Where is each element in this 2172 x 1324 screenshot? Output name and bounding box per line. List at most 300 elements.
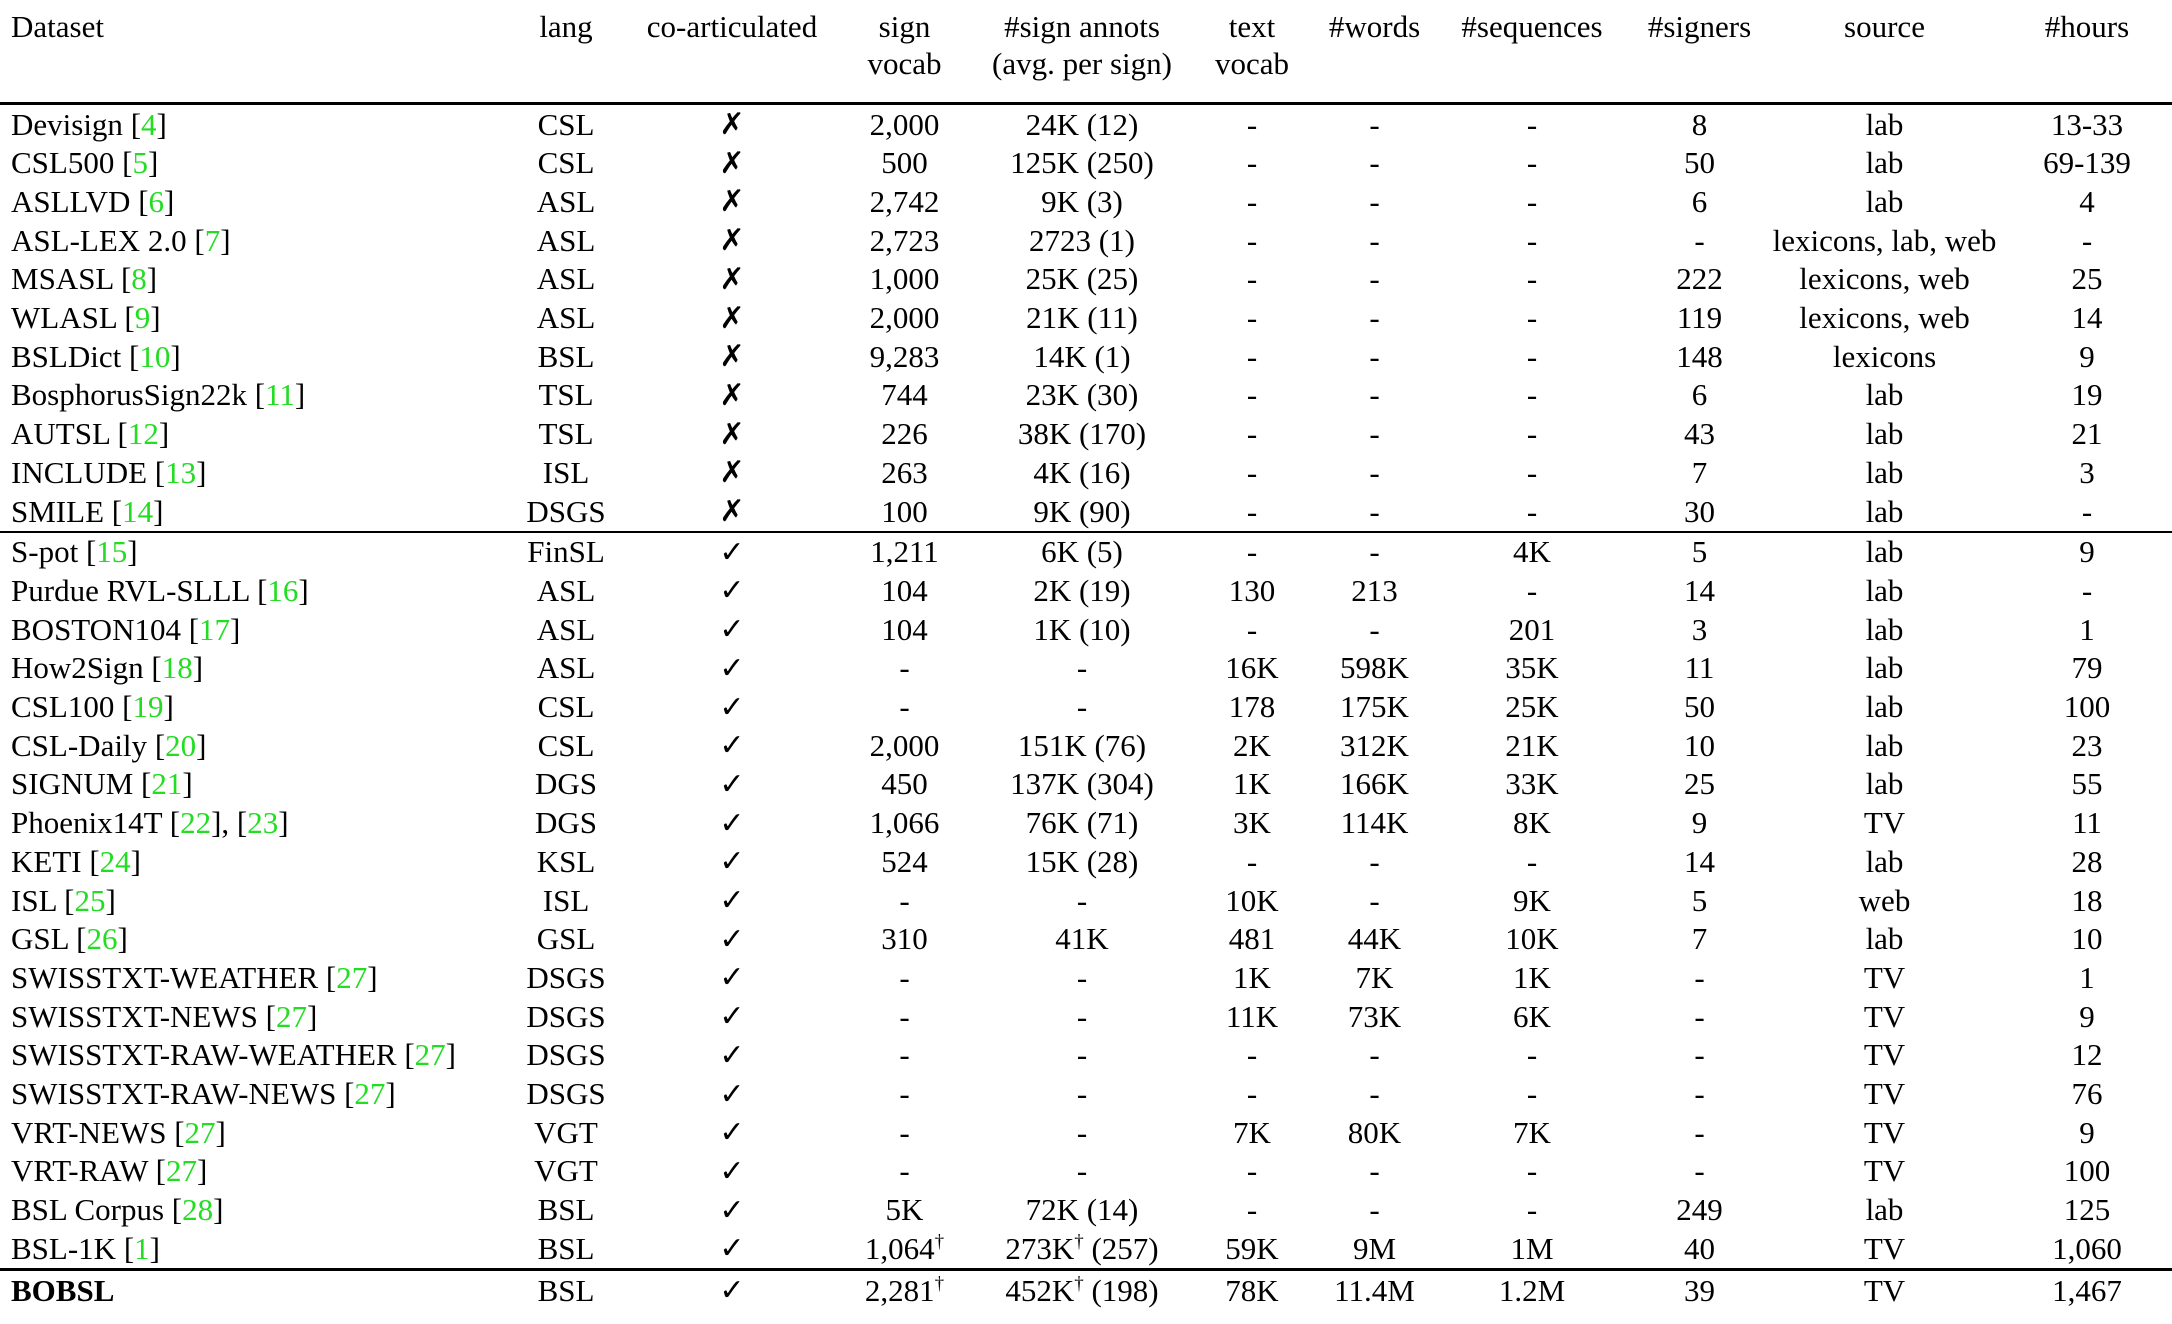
dataset-name: SWISSTXT-NEWS [11, 998, 258, 1034]
hours-cell [2002, 337, 2172, 376]
source-cell [1767, 415, 2002, 454]
signers-cell-value: 148 [1676, 338, 1723, 374]
text-vocab-cell-value: 130 [1228, 572, 1276, 608]
text-vocab-cell-value: - [1246, 338, 1258, 374]
dataset-name: Devisign [11, 106, 123, 142]
sign-vocab-cell [832, 221, 977, 260]
sequences-cell-value: 7K [1513, 1114, 1551, 1150]
source-cell-value: lab [1865, 689, 1904, 725]
column-header-line1: text [1228, 9, 1276, 44]
co-articulated-cell [632, 104, 832, 144]
table-row [0, 842, 2172, 881]
signers-cell [1632, 997, 1767, 1036]
lang-cell [500, 842, 632, 881]
words-cell-value: - [1369, 1153, 1380, 1189]
sequences-cell-value: 21K [1505, 727, 1559, 763]
hours-cell [2002, 649, 2172, 688]
text-vocab-cell [1187, 1229, 1317, 1269]
hours-cell-value: 19 [2071, 377, 2103, 413]
lang-cell [500, 1229, 632, 1269]
co-articulated-cell [632, 1191, 832, 1230]
co-articulated-cell [632, 726, 832, 765]
sign-annots-cell-value: - [1076, 998, 1088, 1034]
table-row [0, 492, 2172, 532]
hours-cell [2002, 997, 2172, 1036]
sign-annots-cell-value: - [1076, 650, 1088, 686]
sequences-cell-value: - [1526, 338, 1538, 374]
signers-cell-value: - [1694, 1076, 1705, 1112]
signers-cell [1632, 376, 1767, 415]
table-row [0, 571, 2172, 610]
sequences-cell-value: 1.2M [1498, 1272, 1566, 1308]
citation-link[interactable]: 24 [99, 843, 131, 879]
citation-link[interactable]: 27 [184, 1114, 216, 1150]
table-body [0, 104, 2172, 1310]
source-cell [1767, 144, 2002, 183]
signers-cell-value: 222 [1676, 261, 1723, 297]
hours-cell [2002, 492, 2172, 532]
citation-link[interactable]: 7 [204, 222, 221, 258]
source-cell [1767, 337, 2002, 376]
text-vocab-cell-value: 10K [1225, 882, 1279, 918]
check-mark-icon: ✓ [719, 1153, 745, 1189]
text-vocab-cell-value: - [1246, 493, 1258, 529]
sign-vocab-cell [832, 104, 977, 144]
column-header-line2: vocab [1214, 46, 1290, 81]
cross-mark-icon: ✗ [719, 300, 745, 336]
sign-annots-cell-value: 72K (14) [1025, 1192, 1139, 1228]
sign-vocab-cell-value: 2,000 [869, 727, 940, 763]
sign-vocab-cell [832, 492, 977, 532]
table-row [0, 104, 2172, 144]
column-header [632, 0, 832, 104]
sign-annots-cell-value: 6K (5) [1041, 534, 1123, 570]
sign-annots-cell-value: 15K (28) [1025, 843, 1139, 879]
sign-vocab-cell-value: 263 [881, 454, 928, 490]
dataset-name: How2Sign [11, 650, 144, 686]
words-cell-value: 166K [1340, 766, 1409, 802]
column-header-line1: #sign annots [1004, 9, 1160, 44]
check-mark-icon: ✓ [719, 1273, 745, 1309]
check-mark-icon: ✓ [719, 960, 745, 996]
citation-link[interactable]: 12 [127, 416, 159, 452]
source-cell [1767, 958, 2002, 997]
hours-cell [2002, 182, 2172, 221]
citation-link[interactable]: 5 [132, 145, 148, 181]
sign-vocab-cell [832, 1075, 977, 1114]
co-articulated-cell [632, 532, 832, 572]
lang-cell-value: ASL [536, 611, 596, 647]
citation-link[interactable]: 23 [247, 805, 279, 841]
sequences-cell [1432, 182, 1632, 221]
sequences-cell-value: 1M [1510, 1230, 1554, 1266]
lang-cell-value: ASL [536, 572, 596, 608]
citation-link[interactable]: 19 [132, 689, 164, 725]
signers-cell [1632, 842, 1767, 881]
hours-cell-value: 100 [2063, 689, 2111, 725]
sign-annots-cell-value: 1K (10) [1033, 611, 1131, 647]
words-cell [1317, 726, 1432, 765]
text-vocab-cell [1187, 881, 1317, 920]
sign-annots-cell [977, 492, 1187, 532]
column-header-line2 [11, 45, 500, 82]
citation-link[interactable]: 27 [414, 1037, 446, 1073]
words-cell [1317, 492, 1432, 532]
words-cell-value: - [1369, 377, 1380, 413]
dataset-name: WLASL [11, 300, 117, 336]
citation-link[interactable]: 26 [86, 921, 118, 957]
citation-link[interactable]: 6 [148, 183, 165, 219]
source-cell [1767, 881, 2002, 920]
source-cell-value: lab [1865, 106, 1904, 142]
co-articulated-cell [632, 415, 832, 454]
sign-annots-cell [977, 104, 1187, 144]
hours-cell-value: - [2081, 572, 2093, 608]
table-row [0, 610, 2172, 649]
sign-annots-cell [977, 299, 1187, 338]
words-cell [1317, 1191, 1432, 1230]
sign-annots-cell-value: 21K (11) [1026, 300, 1138, 336]
sign-vocab-cell-value: - [899, 1114, 910, 1150]
text-vocab-cell [1187, 1113, 1317, 1152]
citation-link[interactable]: 25 [74, 882, 106, 918]
check-mark-icon: ✓ [719, 1115, 745, 1151]
lang-cell-value: GSL [536, 921, 596, 957]
signers-cell-value: 30 [1684, 493, 1715, 529]
dataset-name: VRT-RAW [11, 1153, 148, 1189]
lang-cell-value: CSL [537, 727, 595, 763]
column-header-line1: source [1844, 9, 1925, 44]
citation-link[interactable]: 8 [131, 261, 147, 297]
sign-vocab-cell [832, 299, 977, 338]
dataset-name-cell: CSL100 [19] [11, 689, 174, 725]
lang-cell-value: ASL [536, 650, 596, 686]
co-articulated-cell [632, 492, 832, 532]
sign-annots-cell [977, 415, 1187, 454]
hours-cell [2002, 881, 2172, 920]
sign-vocab-cell-value: 500 [881, 145, 928, 181]
sign-vocab-cell-value: 5K [885, 1192, 924, 1228]
sequences-cell [1432, 1270, 1632, 1310]
citation-link[interactable]: 27 [336, 959, 368, 995]
sign-vocab-cell [832, 881, 977, 920]
source-cell-value: lexicons, web [1799, 300, 1970, 336]
source-cell [1767, 842, 2002, 881]
sign-annots-cell-value: - [1076, 689, 1088, 725]
table-row [0, 920, 2172, 959]
lang-cell [500, 337, 632, 376]
citation-link[interactable]: 17 [199, 611, 231, 647]
sign-vocab-cell-value: - [899, 1076, 910, 1112]
dataset-name: AUTSL [11, 416, 110, 452]
column-header-line2 [2002, 45, 2172, 82]
citation-link[interactable]: 27 [354, 1076, 386, 1112]
co-articulated-cell [632, 453, 832, 492]
text-vocab-cell [1187, 842, 1317, 881]
sign-annots-cell [977, 453, 1187, 492]
source-cell-value: lab [1865, 650, 1904, 686]
source-cell-value: TV [1863, 805, 1906, 841]
lang-cell [500, 1270, 632, 1310]
words-cell-value: - [1369, 611, 1380, 647]
sequences-cell-value: 1K [1513, 959, 1551, 995]
sign-vocab-cell-value: - [899, 998, 910, 1034]
hours-cell [2002, 453, 2172, 492]
lang-cell [500, 881, 632, 920]
source-cell-value: lab [1865, 454, 1904, 490]
citation-link[interactable]: 4 [141, 106, 157, 142]
signers-cell-value: 5 [1691, 534, 1708, 570]
sign-annots-cell-value: 137K (304) [1010, 766, 1154, 802]
signers-cell [1632, 1229, 1767, 1269]
column-header [1767, 0, 2002, 104]
source-cell-value: lab [1865, 416, 1904, 452]
hours-cell-value: 1,060 [2052, 1230, 2122, 1266]
check-mark-icon: ✓ [719, 921, 745, 957]
words-cell [1317, 765, 1432, 804]
sequences-cell-value: - [1526, 843, 1538, 879]
lang-cell-value: CSL [537, 145, 595, 181]
citation-link[interactable]: 21 [151, 766, 183, 802]
words-cell-value: - [1369, 843, 1380, 879]
citation-link[interactable]: 22 [180, 805, 212, 841]
sign-annots-cell-value: - [1076, 882, 1088, 918]
table-row [0, 804, 2172, 843]
words-cell [1317, 260, 1432, 299]
text-vocab-cell [1187, 532, 1317, 572]
lang-cell-value: DSGS [526, 1037, 606, 1073]
co-articulated-cell [632, 1036, 832, 1075]
hours-cell [2002, 1270, 2172, 1310]
signers-cell [1632, 688, 1767, 727]
table-row [0, 1270, 2172, 1310]
source-cell-value: lab [1865, 843, 1904, 879]
words-cell [1317, 881, 1432, 920]
sequences-cell [1432, 1075, 1632, 1114]
text-vocab-cell [1187, 1270, 1317, 1310]
citation-link[interactable]: 14 [122, 493, 154, 529]
citation-link[interactable]: 1 [134, 1230, 150, 1266]
signers-cell [1632, 610, 1767, 649]
citation-link[interactable]: 13 [165, 454, 197, 490]
words-cell-value: - [1369, 106, 1380, 142]
sequences-cell [1432, 765, 1632, 804]
sign-annots-cell [977, 1152, 1187, 1191]
hours-cell-value: 13-33 [2050, 106, 2124, 142]
citation-link[interactable]: 9 [134, 300, 151, 336]
sign-vocab-cell [832, 920, 977, 959]
citation-link[interactable]: 28 [182, 1192, 214, 1228]
source-cell-value: lab [1865, 921, 1904, 957]
hours-cell-value: 9 [2079, 534, 2095, 570]
citation-link[interactable]: 10 [139, 338, 171, 374]
text-vocab-cell [1187, 688, 1317, 727]
co-articulated-cell [632, 337, 832, 376]
words-cell-value: 44K [1347, 921, 1402, 957]
source-cell [1767, 920, 2002, 959]
sequences-cell-value: - [1526, 572, 1538, 608]
hours-cell-value: 14 [2071, 300, 2103, 336]
check-mark-icon: ✓ [719, 534, 745, 570]
citation-link[interactable]: 20 [165, 727, 197, 763]
citation-link[interactable]: 27 [165, 1153, 197, 1189]
dataset-name: INCLUDE [11, 454, 148, 490]
sign-vocab-cell-value: 2,281 [864, 1272, 935, 1308]
hours-cell-value: 100 [2063, 1153, 2111, 1189]
sign-annots-cell [977, 144, 1187, 183]
lang-cell [500, 804, 632, 843]
column-header-line1: #hours [2044, 9, 2130, 44]
signers-cell-value: 5 [1691, 882, 1708, 918]
citation-link[interactable]: 27 [275, 998, 307, 1034]
signers-cell [1632, 453, 1767, 492]
signers-cell-value: 8 [1691, 106, 1708, 142]
hours-cell-value: 76 [2071, 1076, 2103, 1112]
source-cell [1767, 1113, 2002, 1152]
sequences-cell [1432, 260, 1632, 299]
citation-link[interactable]: 11 [265, 377, 295, 413]
lang-cell [500, 182, 632, 221]
signers-cell [1632, 337, 1767, 376]
text-vocab-cell-value: - [1246, 454, 1258, 490]
sequences-cell-value: 35K [1505, 650, 1559, 686]
text-vocab-cell [1187, 804, 1317, 843]
lang-cell-value: FinSL [527, 534, 605, 570]
words-cell-value: 11.4M [1334, 1272, 1415, 1308]
lang-cell-value: DSGS [526, 959, 606, 995]
hours-cell-value: 9 [2079, 1114, 2095, 1150]
text-vocab-cell [1187, 492, 1317, 532]
co-articulated-cell [632, 610, 832, 649]
sequences-cell [1432, 492, 1632, 532]
sequences-cell [1432, 221, 1632, 260]
sequences-cell [1432, 1152, 1632, 1191]
words-cell [1317, 1229, 1432, 1269]
signers-cell-value: 6 [1691, 183, 1708, 219]
words-cell [1317, 804, 1432, 843]
signers-cell-value: 40 [1684, 1230, 1715, 1266]
table-row [0, 376, 2172, 415]
text-vocab-cell-value: - [1246, 611, 1258, 647]
words-cell-value: 312K [1340, 727, 1409, 763]
co-articulated-cell [632, 842, 832, 881]
words-cell-value: 7K [1355, 959, 1394, 995]
signers-cell-value: - [1694, 222, 1705, 258]
words-cell-value: 598K [1340, 650, 1409, 686]
dataset-name: Phoenix14T [11, 805, 162, 841]
sign-annots-cell [977, 958, 1187, 997]
sign-vocab-cell [832, 765, 977, 804]
sign-vocab-cell [832, 376, 977, 415]
sign-vocab-cell [832, 144, 977, 183]
sign-vocab-cell [832, 182, 977, 221]
lang-cell [500, 492, 632, 532]
table-row [0, 726, 2172, 765]
sign-vocab-cell-value: 100 [881, 493, 928, 529]
sign-vocab-cell-value: 1,000 [869, 261, 940, 297]
source-cell [1767, 1075, 2002, 1114]
source-cell [1767, 997, 2002, 1036]
signers-cell-value: - [1694, 959, 1705, 995]
lang-cell-value: ASL [536, 261, 596, 297]
hours-cell-value: 79 [2071, 650, 2103, 686]
text-vocab-cell-value: - [1246, 377, 1258, 413]
sequences-cell-value: 201 [1508, 611, 1556, 647]
words-cell [1317, 376, 1432, 415]
text-vocab-cell [1187, 1075, 1317, 1114]
sign-vocab-cell-value: 2,000 [869, 106, 940, 142]
sequences-cell-value: - [1526, 493, 1538, 529]
lang-cell [500, 571, 632, 610]
source-cell [1767, 376, 2002, 415]
column-header-line1: lang [539, 9, 593, 44]
sequences-cell-value: - [1526, 1037, 1538, 1073]
signers-cell-value: 7 [1691, 921, 1708, 957]
words-cell [1317, 1152, 1432, 1191]
signers-cell-value: 7 [1691, 454, 1708, 490]
source-cell [1767, 1191, 2002, 1230]
lang-cell [500, 765, 632, 804]
sign-vocab-cell-value: 104 [881, 611, 928, 647]
hours-cell-value: 1,467 [2052, 1272, 2122, 1308]
sign-annots-cell-value: 76K (71) [1025, 805, 1139, 841]
text-vocab-cell-value: - [1246, 534, 1258, 570]
sign-annots-cell-value: 14K (1) [1033, 338, 1131, 374]
source-cell [1767, 104, 2002, 144]
sign-annots-cell-value: 2K (19) [1033, 572, 1131, 608]
hours-cell [2002, 1113, 2172, 1152]
lang-cell-value: ASL [536, 183, 596, 219]
source-cell [1767, 260, 2002, 299]
dataset-name-cell: CSL-Daily [20] [11, 727, 207, 763]
signers-cell [1632, 804, 1767, 843]
signers-cell-value: 50 [1684, 689, 1715, 725]
citation-link[interactable]: 15 [96, 534, 128, 570]
sequences-cell-value: - [1526, 261, 1538, 297]
hours-cell [2002, 920, 2172, 959]
dataset-name-cell: INCLUDE [13] [11, 454, 207, 490]
text-vocab-cell [1187, 182, 1317, 221]
sign-vocab-cell [832, 532, 977, 572]
source-cell-value: TV [1863, 959, 1906, 995]
co-articulated-cell [632, 1152, 832, 1191]
hours-cell-value: 1 [2079, 611, 2095, 647]
words-cell [1317, 997, 1432, 1036]
sign-vocab-cell [832, 260, 977, 299]
dataset-name-cell: BosphorusSign22k [11] [11, 377, 306, 413]
sign-vocab-cell [832, 804, 977, 843]
source-cell [1767, 765, 2002, 804]
source-cell [1767, 649, 2002, 688]
citation-link[interactable]: 18 [161, 650, 193, 686]
signers-cell [1632, 1036, 1767, 1075]
sign-vocab-cell-value: 2,723 [869, 222, 940, 258]
column-header-line1: co-articulated [646, 9, 818, 44]
sequences-cell [1432, 649, 1632, 688]
signers-cell-value: 3 [1691, 611, 1708, 647]
table-row [0, 144, 2172, 183]
dataset-name-cell: VRT-NEWS [27] [11, 1114, 226, 1150]
sign-vocab-cell-value: 1,066 [869, 805, 940, 841]
lang-cell [500, 260, 632, 299]
citation-link[interactable]: 16 [267, 572, 299, 608]
source-cell-value: web [1858, 882, 1911, 918]
hours-cell [2002, 610, 2172, 649]
sign-vocab-cell-value: 2,742 [869, 183, 940, 219]
signers-cell-value: - [1694, 1037, 1705, 1073]
signers-cell [1632, 260, 1767, 299]
lang-cell [500, 299, 632, 338]
